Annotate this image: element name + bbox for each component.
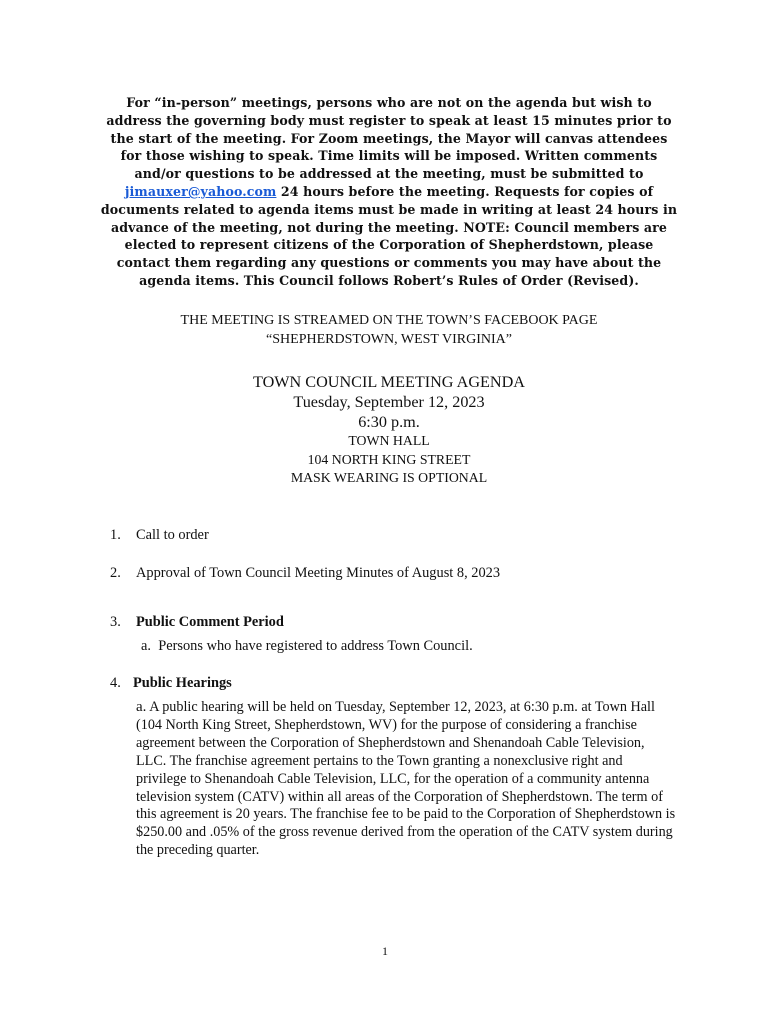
meeting-date: Tuesday, September 12, 2023	[293, 393, 485, 411]
meeting-location: TOWN HALL	[348, 433, 430, 448]
item-number: 1.	[110, 527, 121, 543]
streaming-line-2: “SHEPHERDSTOWN, WEST VIRGINIA”	[266, 331, 512, 347]
item-label: Call to order	[136, 527, 209, 543]
page-number: 1	[382, 944, 388, 958]
notice-text-part2: 24 hours before the meeting. Requests for copies of documents related to agenda items must be made in writing at least 24 hours in advance of the meeting, not during the meeting. NOTE: Council members are elected to represent citizens of the Corporation of Shepherdstown, please contact them regarding any questions or comments you may have about the agenda items. This Council follows Robert’s Rules of Order (Revised).	[100, 183, 678, 288]
agenda-item	[110, 674, 232, 692]
email-link[interactable]: jimauxer@yahoo.com	[124, 183, 277, 199]
item-number: 4.	[110, 675, 121, 691]
agenda-item	[110, 564, 500, 582]
subitem-letter: a.	[141, 638, 151, 654]
agenda-item	[110, 526, 209, 544]
item-label: Public Comment Period	[136, 614, 284, 630]
streaming-line-1: THE MEETING IS STREAMED ON THE TOWN’S FACEBOOK PAGE	[180, 313, 598, 328]
item-label: Approval of Town Council Meeting Minutes of August 8, 2023	[136, 565, 501, 581]
meeting-time: 6:30 p.m.	[358, 413, 420, 431]
agenda-subitem	[141, 637, 473, 655]
item-label: Public Hearings	[133, 675, 232, 691]
subitem-text: A public hearing will be held on Tuesday, September 12, 2023, at 6:30 p.m. at Town Hall (104 North King Street, Shepherdstown, WV) for the purpose of considering a franchise agreement between the Corporation of Shepherdstown and Shenandoah Cable Television, LLC. The franchise agreement pertains to the Town granting a nonexclusive right and privilege to Shenandoah Cable Television, LLC, for the operation of a community antenna television system (CATV) within all areas of the Corporation of Shepherdstown. The term of this agreement is 20 years. The franchise fee to be paid to the Corporation of Shepherdstown is $250.00 and .05% of the gross revenue derived from the operation of the CATV system during the preceding quarter.	[136, 699, 676, 859]
agenda-item	[110, 613, 284, 631]
item-number: 3.	[110, 614, 121, 630]
subitem-text: Persons who have registered to address Town Council.	[158, 638, 473, 654]
meeting-address: 104 NORTH KING STREET	[307, 451, 471, 467]
public-hearing-paragraph	[136, 699, 676, 860]
notice-text-part1: For “in-person” meetings, persons who are not on the agenda but wish to address the governing body must register to speak at least 15 minutes prior to the start of the meeting. For Zoom meetings, the Mayor will canvas attendees for those wishing to speak. Time limits will be imposed. Written comments and/or questions to be addressed at the meeting, must be submitted to	[106, 95, 672, 182]
streaming-notice	[100, 312, 678, 349]
meeting-notice	[100, 94, 678, 290]
item-number: 2.	[110, 565, 121, 581]
mask-notice: MASK WEARING IS OPTIONAL	[290, 470, 488, 485]
subitem-letter: a.	[136, 699, 147, 715]
agenda-header	[100, 372, 678, 488]
agenda-title: TOWN COUNCIL MEETING AGENDA	[252, 373, 525, 391]
